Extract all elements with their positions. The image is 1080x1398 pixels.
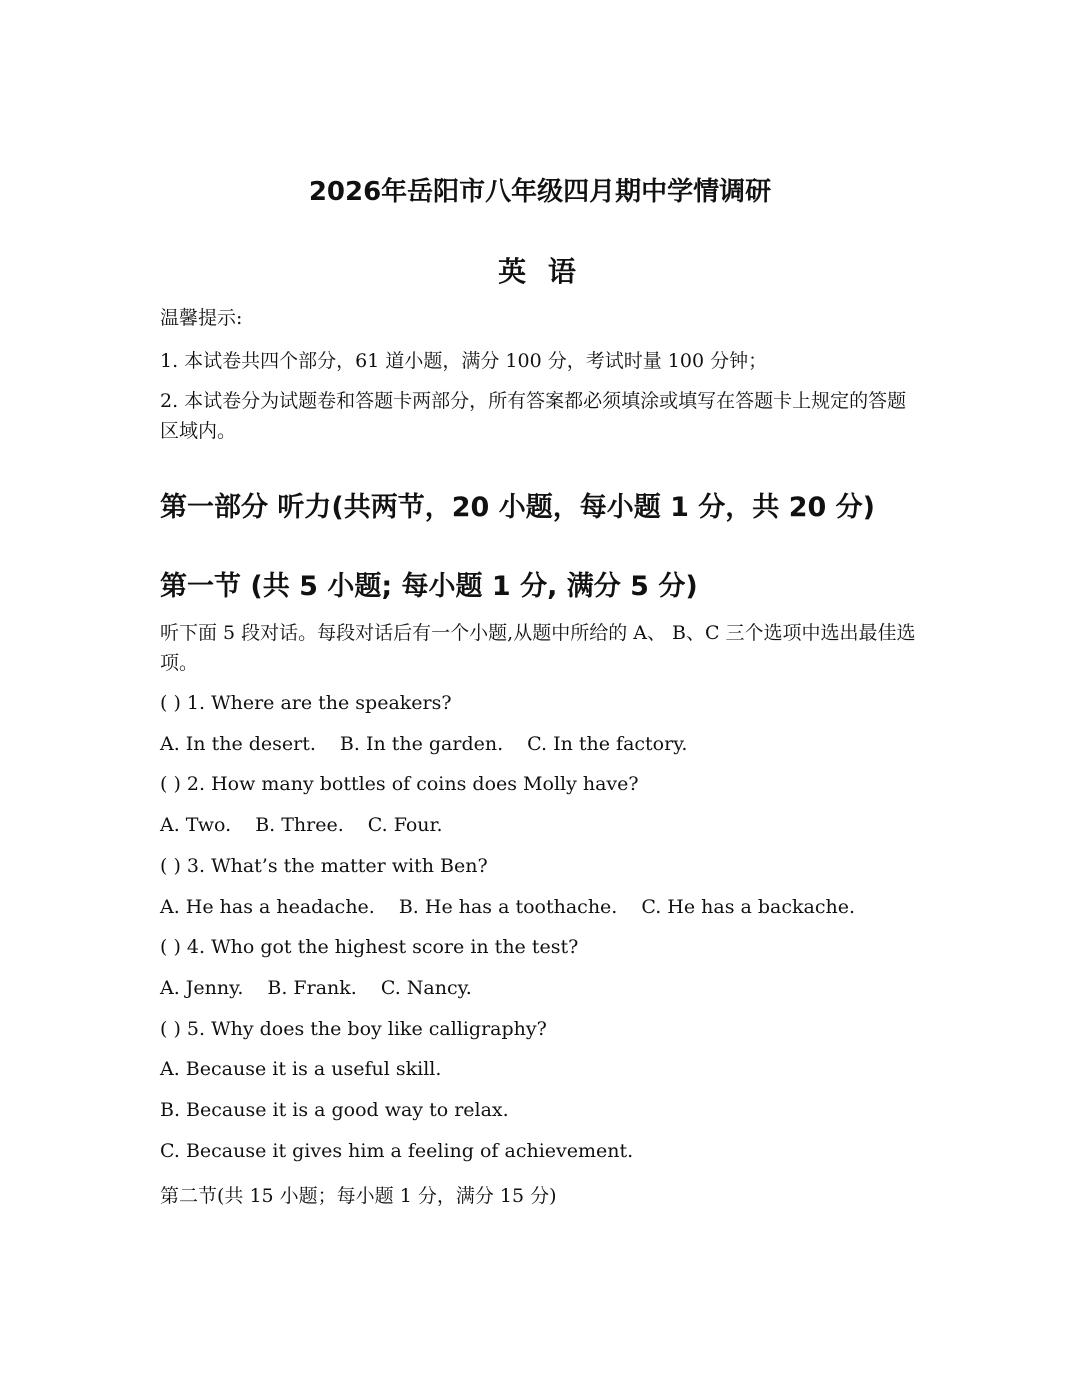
question-3-option-b: B. He has a toothache.: [398, 896, 618, 918]
section1-instruction: 听下面 5 段对话。每段对话后有一个小题,从题中所给的 A、 B、C 三个选项中选出最佳选项。: [160, 622, 916, 674]
question-1-options: [160, 733, 687, 755]
question-1-stem: ( ) 1. Where are the speakers?: [160, 692, 452, 714]
question-2-option-c: C. Four.: [367, 814, 443, 836]
question-4-option-a: A. Jenny.: [160, 977, 244, 999]
question-2-option-a: A. Two.: [160, 814, 232, 836]
question-4-option-c: C. Nancy.: [380, 977, 472, 999]
question-1-option-a: A. In the desert.: [160, 733, 316, 755]
question-5-option-a: A. Because it is a useful skill.: [160, 1058, 442, 1080]
question-3-option-c: C. He has a backache.: [641, 896, 855, 918]
question-3-stem: ( ) 3. What’s the matter with Ben?: [160, 855, 488, 877]
question-4-options: [160, 977, 472, 999]
question-4-stem: ( ) 4. Who got the highest score in the test?: [160, 936, 579, 958]
section2-heading: 第二节(共 15 小题；每小题 1 分，满分 15 分): [160, 1185, 557, 1207]
question-4-option-b: B. Frank.: [267, 977, 357, 999]
question-5-stem: ( ) 5. Why does the boy like calligraphy?: [160, 1018, 547, 1040]
question-2-options: [160, 814, 443, 836]
question-3-options: [160, 896, 855, 918]
part1-heading: 第一部分 听力(共两节，20 小题，每小题 1 分，共 20 分): [160, 492, 876, 523]
tips-line-1: 1. 本试卷共四个部分，61 道小题，满分 100 分，考试时量 100 分钟；: [160, 350, 768, 372]
section1-heading: 第一节 (共 5 小题; 每小题 1 分, 满分 5 分): [160, 571, 698, 602]
tips-line-2: 2. 本试卷分为试题卷和答题卡两部分，所有答案都必须填涂或填写在答题卡上规定的答题区域内。: [160, 390, 907, 442]
exam-title: 2026年岳阳市八年级四月期中学情调研: [308, 177, 772, 207]
question-2-option-b: B. Three.: [255, 814, 344, 836]
question-2-stem: ( ) 2. How many bottles of coins does Molly have?: [160, 773, 639, 795]
question-3-option-a: A. He has a headache.: [160, 896, 375, 918]
question-1-option-c: C. In the factory.: [527, 733, 688, 755]
question-1-option-b: B. In the garden.: [339, 733, 504, 755]
question-5-option-b: B. Because it is a good way to relax.: [160, 1099, 509, 1121]
tips-label: 温馨提示:: [160, 307, 243, 329]
question-5-option-c: C. Because it gives him a feeling of achievement.: [160, 1140, 634, 1162]
subject-title: 英 语: [498, 255, 582, 288]
